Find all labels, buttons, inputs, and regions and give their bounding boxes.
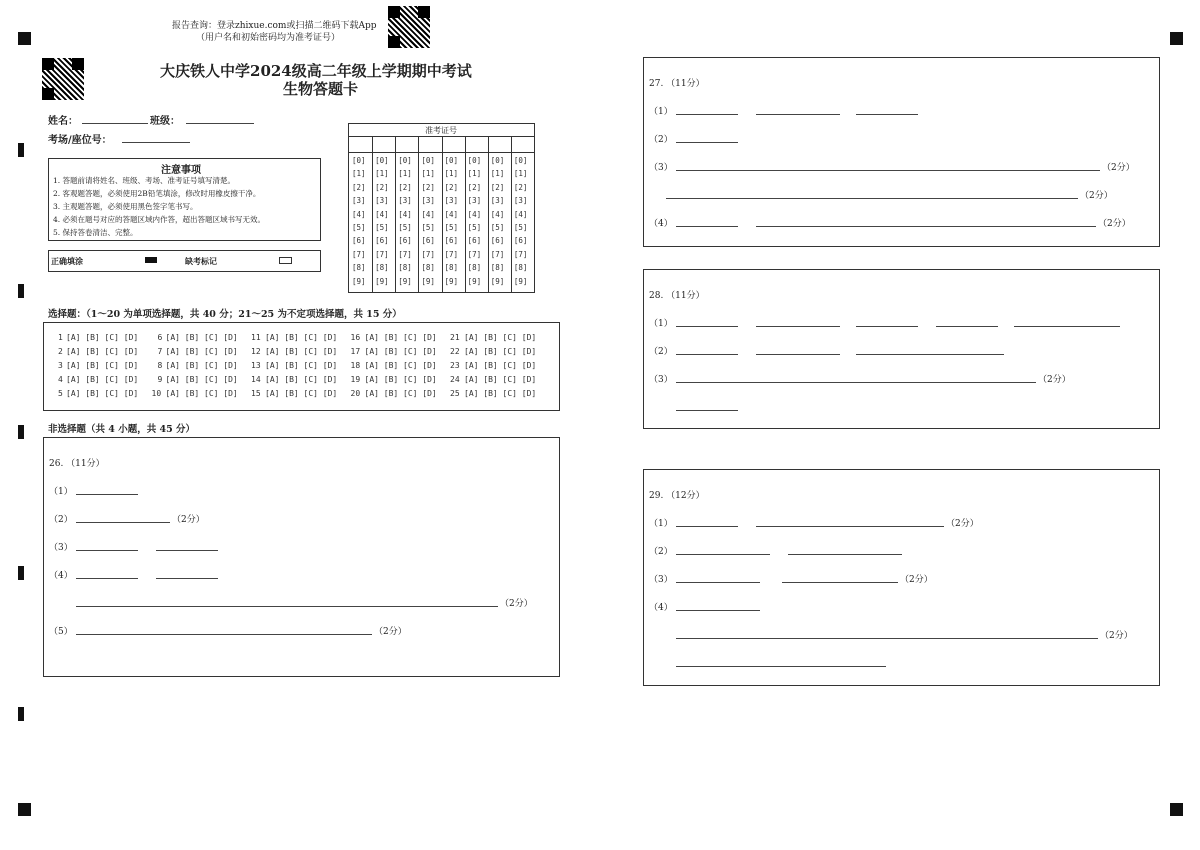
registration-mark [18,803,31,816]
choice-question-number: 20 [350,389,361,398]
notes-item: 1. 答题前请将姓名、班级、考场、准考证号填写清楚。 [53,176,236,185]
exam-id-bubble[interactable]: [5] [398,223,412,232]
exam-id-bubble[interactable]: [2] [375,182,389,192]
choice-question-number: 5 [58,389,63,398]
exam-id-bubble[interactable]: [7] [444,249,459,259]
fill-legend [48,250,321,272]
exam-id-bubble[interactable]: [4] [467,209,482,219]
q27-box [643,57,1160,247]
timing-mark [18,284,24,298]
q26-score: （2分） [500,599,533,609]
choice-question-number: 9 [157,375,163,384]
notes-title: 注意事项 [161,165,201,176]
exam-id-bubble[interactable]: [2] [352,182,366,192]
exam-id-bubble[interactable]: [6] [398,236,412,246]
q29-part2: （2） [649,547,673,557]
q27-part4: （4） [649,219,673,229]
choice-question-number: 8 [157,361,163,370]
exam-id-bubble[interactable]: [1] [352,169,366,179]
q27-answer-line[interactable] [676,226,738,227]
choice-question-number: 22 [450,347,460,356]
exam-id-bubble[interactable]: [8] [398,263,412,273]
choice-option-bubbles[interactable]: [A] [B] [C] [D] [165,389,238,398]
exam-id-bubble[interactable]: [4] [375,209,389,219]
timing-mark [18,143,24,157]
choice-question-number: 19 [350,375,361,384]
exam-id-bubble[interactable]: [4] [421,209,435,219]
correct-fill-label: 正确填涂 [51,256,83,266]
q26-part5: （5） [49,627,73,637]
q26-part1: （1） [49,487,73,497]
q28-answer-line[interactable] [676,354,738,355]
choice-question-number: 25 [450,389,460,398]
exam-id-bubble[interactable]: [8] [421,263,435,273]
exam-id-bubble[interactable]: [5] [352,223,366,232]
exam-id-bubble[interactable]: [2] [513,182,528,192]
exam-id-bubble[interactable]: [8] [375,263,389,273]
exam-id-bubble[interactable]: [7] [421,249,435,259]
exam-id-bubble[interactable]: [2] [421,182,435,192]
exam-id-bubble[interactable]: [1] [513,169,528,179]
choice-option-bubbles[interactable]: [A] [B] [C] [D] [66,347,139,356]
exam-id-bubble[interactable]: [3] [467,196,482,206]
exam-id-bubble[interactable]: [0] [490,156,505,165]
timing-mark [18,566,24,580]
exam-id-bubble[interactable]: [6] [490,236,505,246]
exam-id-bubble[interactable]: [6] [513,236,528,246]
q29-answer-line[interactable] [676,554,770,555]
choice-question-number: 3 [58,361,63,370]
choice-option-bubbles[interactable]: [A] [B] [C] [D] [165,375,238,384]
exam-id-bubble[interactable]: [8] [467,263,482,273]
choice-option-bubbles[interactable]: [A] [B] [C] [D] [464,333,537,342]
choice-option-bubbles[interactable]: [A] [B] [C] [D] [464,361,537,370]
choice-option-bubbles[interactable]: [A] [B] [C] [D] [165,361,238,370]
choice-question-number: 16 [350,333,361,342]
choice-option-bubbles[interactable]: [A] [B] [C] [D] [265,333,338,342]
choice-option-bubbles[interactable]: [A] [B] [C] [D] [364,375,437,384]
exam-id-bubble[interactable]: [1] [421,169,435,179]
q26-part2: （2） [49,515,73,525]
exam-id-bubble[interactable]: [8] [513,263,528,273]
q29-answer-line[interactable] [782,582,898,583]
timing-mark [18,707,24,721]
q27-answer-line[interactable] [756,226,1096,227]
choice-question-number: 23 [450,361,460,370]
q26-answer-line[interactable] [156,550,218,551]
exam-id-bubble[interactable]: [7] [375,249,389,259]
exam-id-bubble[interactable]: [5] [375,223,389,232]
q27-answer-line[interactable] [666,198,1078,199]
q28-answer-line[interactable] [676,326,738,327]
choice-option-bubbles[interactable]: [A] [B] [C] [D] [265,361,338,370]
choice-option-bubbles[interactable]: [A] [B] [C] [D] [464,375,537,384]
seat-label: 考场/座位号： [48,135,112,146]
exam-id-bubble[interactable]: [6] [375,236,389,246]
exam-id-bubble[interactable]: [2] [398,182,412,192]
choice-option-bubbles[interactable]: [A] [B] [C] [D] [165,333,238,342]
exam-id-bubble[interactable]: [8] [490,263,505,273]
exam-id-bubble[interactable]: [6] [352,236,366,246]
exam-id-bubble[interactable]: [2] [444,182,459,192]
q28-answer-line[interactable] [676,382,1036,383]
exam-id-bubble[interactable]: [7] [467,249,482,259]
exam-id-bubble[interactable]: [5] [490,223,505,232]
q27-score: （2分） [1080,191,1113,201]
choice-question-number: 2 [58,347,63,356]
exam-id-bubble[interactable]: [5] [513,223,528,232]
q28-box [643,269,1160,429]
choice-question-number: 24 [450,375,460,384]
q29-box [643,469,1160,686]
exam-id-bubble[interactable]: [5] [444,223,459,232]
exam-id-bubble[interactable]: [6] [467,236,482,246]
exam-id-bubble[interactable]: [9] [490,276,505,286]
q27-answer-line[interactable] [856,114,918,115]
q26-answer-line[interactable] [76,494,138,495]
exam-id-bubble[interactable]: [3] [513,196,528,206]
exam-id-bubble[interactable]: [0] [375,156,389,165]
exam-id-bubble[interactable]: [2] [490,182,505,192]
exam-id-bubble[interactable]: [9] [375,276,389,286]
q29-answer-line[interactable] [676,526,738,527]
exam-id-bubble[interactable]: [0] [352,156,366,165]
exam-id-bubble[interactable]: [0] [513,156,528,165]
exam-id-bubble[interactable]: [8] [352,263,366,273]
exam-id-bubble[interactable]: [5] [421,223,435,232]
q29-score: （2分） [946,519,979,529]
exam-id-bubble[interactable]: [7] [352,249,366,259]
exam-id-bubble[interactable]: [9] [444,276,459,286]
page-subtitle: 生物答题卡 [283,80,359,98]
exam-id-bubble[interactable]: [2] [467,182,482,192]
choice-option-bubbles[interactable]: [A] [B] [C] [D] [364,347,437,356]
exam-id-bubble[interactable]: [5] [467,223,482,232]
exam-id-bubble[interactable]: [3] [421,196,435,206]
registration-mark [1170,803,1183,816]
exam-id-title: 准考证号 [425,126,457,135]
q27-part3: （3） [649,163,673,173]
choice-answer-box [43,322,560,411]
q28-part1: （1） [649,319,673,329]
class-label: 班级： [150,116,180,127]
q26-score: （2分） [172,515,205,525]
exam-id-bubble[interactable]: [6] [444,236,459,246]
exam-id-bubble[interactable]: [1] [444,169,459,179]
choice-option-bubbles[interactable]: [A] [B] [C] [D] [66,361,139,370]
exam-id-bubble[interactable]: [9] [467,276,482,286]
q28-answer-line[interactable] [676,410,738,411]
exam-id-bubble[interactable]: [1] [467,169,482,179]
exam-id-bubble[interactable]: [3] [375,196,389,206]
qr-code-icon [388,6,430,48]
choice-question-number: 18 [350,361,361,370]
qr-code-icon [42,58,84,100]
choice-option-bubbles[interactable]: [A] [B] [C] [D] [364,333,437,342]
choice-question-number: 14 [251,375,261,384]
exam-id-bubble[interactable]: [1] [398,169,412,179]
q27-answer-line[interactable] [676,142,738,143]
exam-id-bubble[interactable]: [3] [490,196,505,206]
q29-answer-line[interactable] [676,666,886,667]
choice-option-bubbles[interactable]: [A] [B] [C] [D] [66,389,139,398]
choice-option-bubbles[interactable]: [A] [B] [C] [D] [265,347,338,356]
q27-answer-line[interactable] [676,170,1100,171]
q26-answer-line[interactable] [156,578,218,579]
choice-question-number: 10 [151,389,162,398]
q29-part1: （1） [649,519,673,529]
exam-id-bubble[interactable]: [9] [352,276,366,286]
nonchoice-heading: 非选择题（共 4 小题，共 45 分） [48,424,196,435]
page-title: 大庆铁人中学2024级高二年级上学期期中考试 [160,62,472,80]
q27-score: （2分） [1098,219,1131,229]
q28-answer-line[interactable] [936,326,998,327]
exam-id-grid [348,123,535,293]
choice-question-number: 15 [251,389,261,398]
q26-score: （2分） [374,627,407,637]
notes-item: 3. 主观题答题，必须使用黑色签字笔书写。 [53,202,198,211]
q29-answer-line[interactable] [676,638,1098,639]
q29-answer-line[interactable] [788,554,902,555]
q28-part3: （3） [649,375,673,385]
exam-id-bubble[interactable]: [7] [490,249,505,259]
report-notice-line2: （用户名和初始密码均为准考证号） [196,33,341,43]
q26-title: 26. （11分） [49,459,105,469]
choice-option-bubbles[interactable]: [A] [B] [C] [D] [464,347,537,356]
q27-part2: （2） [649,135,673,145]
q29-answer-line[interactable] [756,526,944,527]
choice-option-bubbles[interactable]: [A] [B] [C] [D] [464,389,537,398]
exam-id-bubble[interactable]: [6] [421,236,435,246]
notes-item: 2. 客观题答题，必须使用2B铅笔填涂，修改时用橡皮擦干净。 [53,189,261,198]
q28-part2: （2） [649,347,673,357]
choice-question-number: 11 [251,333,261,342]
q29-title: 29. （12分） [649,491,705,501]
q27-score: （2分） [1102,163,1135,173]
choice-option-bubbles[interactable]: [A] [B] [C] [D] [265,389,338,398]
exam-id-bubble[interactable]: [0] [467,156,482,165]
exam-id-bubble[interactable]: [3] [352,196,366,206]
q26-part4: （4） [49,571,73,581]
choice-option-bubbles[interactable]: [A] [B] [C] [D] [364,389,437,398]
choice-question-number: 6 [157,333,163,342]
q27-answer-line[interactable] [676,114,738,115]
q26-answer-line[interactable] [76,550,138,551]
q28-answer-line[interactable] [856,326,918,327]
registration-mark [18,32,31,45]
choice-option-bubbles[interactable]: [A] [B] [C] [D] [66,333,139,342]
report-notice-line1: 报告查询：登录zhixue.com或扫描二维码下载App [172,21,377,31]
exam-id-bubble[interactable]: [4] [513,209,528,219]
exam-id-bubble[interactable]: [7] [398,249,412,259]
choice-option-bubbles[interactable]: [A] [B] [C] [D] [165,347,238,356]
q28-answer-line[interactable] [856,354,1004,355]
exam-id-columns [349,124,534,292]
q29-score: （2分） [1100,631,1133,641]
exam-id-bubble[interactable]: [4] [398,209,412,219]
choice-question-number: 4 [58,375,63,384]
correct-fill-sample [145,257,157,263]
timing-mark [18,425,24,439]
q26-answer-line[interactable] [76,634,372,635]
q28-answer-line[interactable] [1014,326,1120,327]
q26-answer-line[interactable] [76,522,170,523]
q29-score: （2分） [900,575,933,585]
exam-id-bubble[interactable]: [9] [421,276,435,286]
q26-answer-line[interactable] [76,606,498,607]
q27-answer-line[interactable] [756,114,840,115]
name-field[interactable] [82,123,148,124]
q29-answer-line[interactable] [676,582,760,583]
exam-id-bubble[interactable]: [4] [490,209,505,219]
q26-part3: （3） [49,543,73,553]
notes-item: 4. 必须在题号对应的答题区域内作答，超出答题区域书写无效。 [53,215,266,224]
absent-mark-box[interactable] [279,257,292,264]
choice-option-bubbles[interactable]: [A] [B] [C] [D] [66,375,139,384]
choice-question-number: 1 [58,333,63,342]
choice-option-bubbles[interactable]: [A] [B] [C] [D] [364,361,437,370]
q28-title: 28. （11分） [649,291,705,301]
exam-id-bubble[interactable]: [4] [444,209,459,219]
choice-heading: 选择题：（1～20 为单项选择题，共 40 分；21～25 为不定项选择题，共 15 分） [48,309,402,320]
exam-id-bubble[interactable]: [8] [444,263,459,273]
q27-title: 27. （11分） [649,79,705,89]
notes-box [48,158,321,241]
exam-id-bubble[interactable]: [0] [421,156,435,165]
q29-part4: （4） [649,603,673,613]
q26-box [43,437,560,677]
q29-part3: （3） [649,575,673,585]
choice-question-number: 12 [251,347,261,356]
exam-id-bubble[interactable]: [9] [513,276,528,286]
notes-item: 5. 保持答卷清洁、完整。 [53,228,138,237]
exam-id-bubble[interactable]: [3] [444,196,459,206]
choice-option-bubbles[interactable]: [A] [B] [C] [D] [265,375,338,384]
exam-id-bubble[interactable]: [0] [444,156,459,165]
class-field[interactable] [186,123,254,124]
registration-mark [1170,32,1183,45]
choice-question-number: 21 [450,333,460,342]
q28-answer-line[interactable] [756,354,840,355]
q29-answer-line[interactable] [676,610,760,611]
exam-id-bubble[interactable]: [1] [375,169,389,179]
exam-id-bubble[interactable]: [7] [513,249,528,259]
absent-mark-label: 缺考标记 [185,256,217,266]
choice-question-number: 17 [350,347,361,356]
exam-id-bubble[interactable]: [3] [398,196,412,206]
choice-question-number: 13 [251,361,261,370]
seat-field[interactable] [122,142,190,143]
name-label: 姓名： [48,116,78,127]
q27-part1: （1） [649,107,673,117]
exam-id-bubble[interactable]: [1] [490,169,505,179]
choice-question-number: 7 [157,347,163,356]
exam-id-bubble[interactable]: [0] [398,156,412,165]
exam-id-bubble[interactable]: [9] [398,276,412,286]
q28-answer-line[interactable] [756,326,840,327]
q26-answer-line[interactable] [76,578,138,579]
exam-id-bubble[interactable]: [4] [352,209,366,219]
q28-score: （2分） [1038,375,1071,385]
